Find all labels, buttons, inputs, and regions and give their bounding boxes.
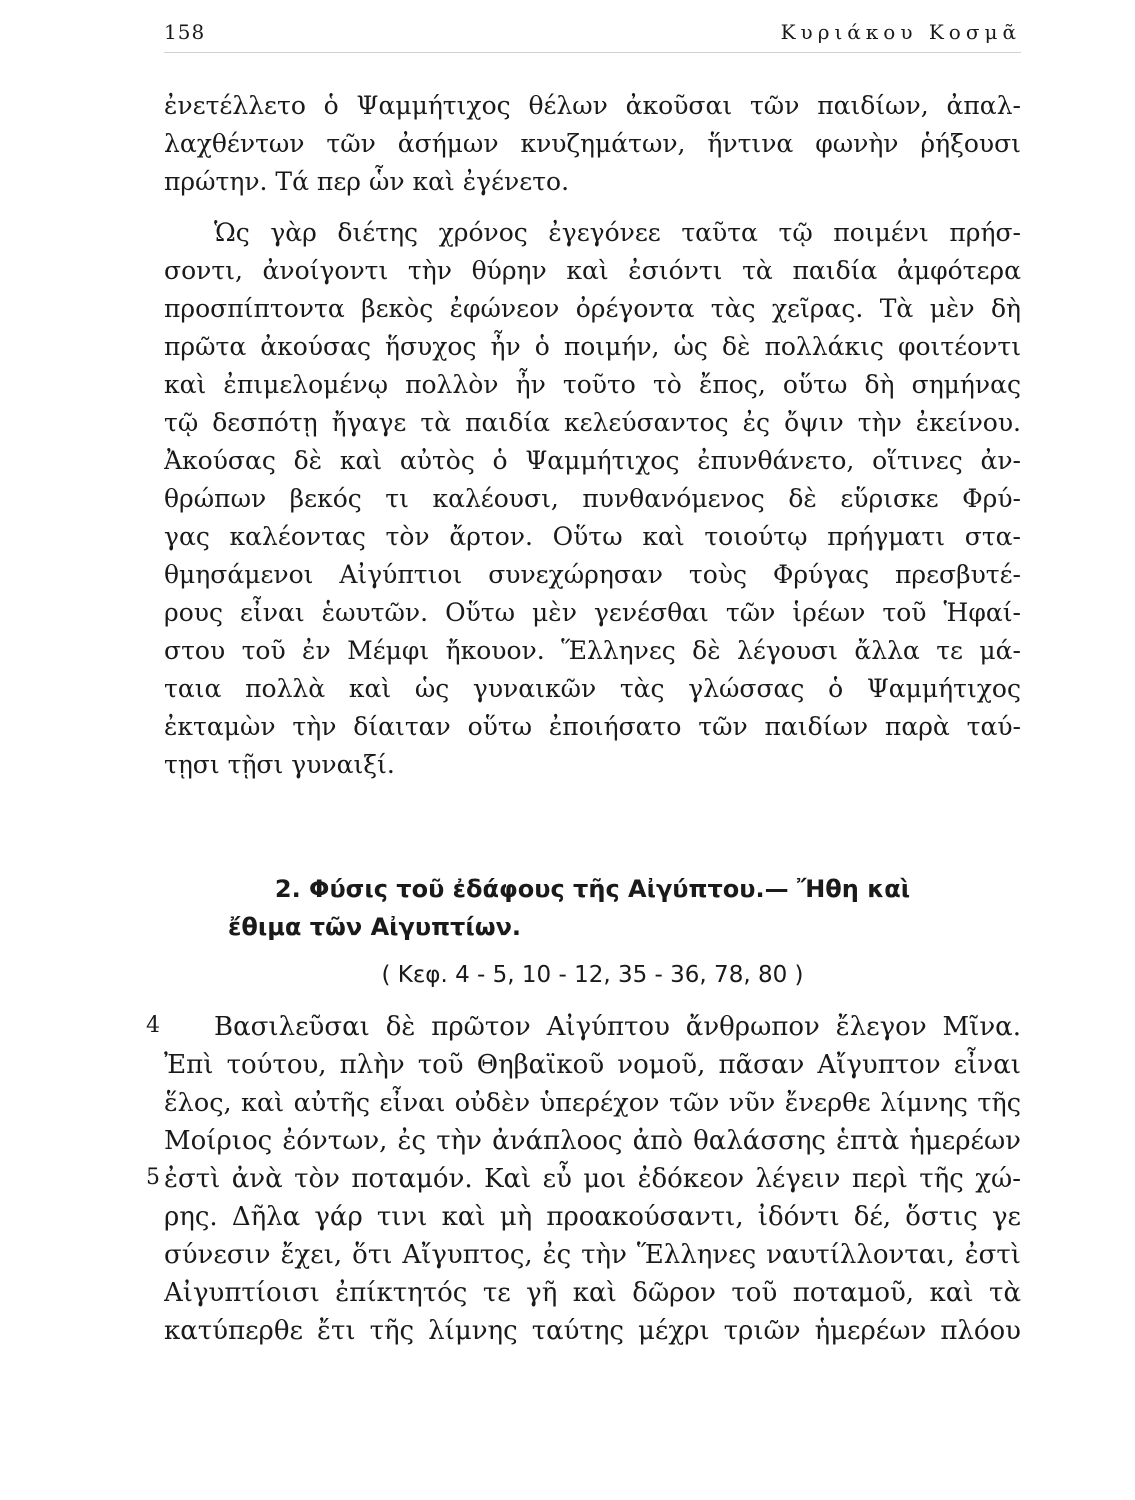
- text-line: πρώτην. Τά περ ὧν καὶ ἐγένετο.: [164, 167, 570, 196]
- text-line: σοντι, ἀνοίγοντι τὴν θύρην καὶ ἐσιόντι τὰ παιδία ἀμφότερα: [164, 256, 1021, 285]
- text-line: σύνεσιν ἔχει, ὅτι Αἴγυπτος, ἐς τὴν Ἕλληνες ναυτίλλονται, ἐστὶ: [164, 1240, 1021, 1270]
- text-line: ἐκταμὼν τὴν δίαιταν οὕτω ἐποιήσατο τῶν παιδίων παρὰ ταύ-: [164, 712, 1021, 741]
- text-line: πρῶτα ἀκούσας ἥσυχος ἦν ὁ ποιμήν, ὡς δὲ πολλάκις φοιτέοντι: [164, 332, 1021, 361]
- text-line: θμησάμενοι Αἰγύπτιοι συνεχώρησαν τοὺς Φρύγας πρεσβυτέ-: [164, 560, 1021, 589]
- page-number: 158: [164, 20, 206, 44]
- text-line: τῷ δεσπότῃ ἤγαγε τὰ παιδία κελεύσαντος ἐς ὄψιν τὴν ἐκείνου.: [164, 408, 1021, 437]
- text-line: Ἐπὶ τούτου, πλὴν τοῦ Θηβαϊκοῦ νομοῦ, πᾶσαν Αἴγυπτον εἶναι: [164, 1050, 1021, 1080]
- text-line: ρης. Δῆλα γάρ τινι καὶ μὴ προακούσαντι, ἰδόντι δέ, ὅστις γε: [164, 1202, 1021, 1232]
- text-line: ρους εἶναι ἑωυτῶν. Οὕτω μὲν γενέσθαι τῶν ἱρέων τοῦ Ἡφαί-: [164, 598, 1021, 627]
- text-line: θρώπων βεκός τι καλέουσι, πυνθανόμενος δὲ εὕρισκε Φρύ-: [164, 484, 1021, 513]
- page-header: [164, 20, 1021, 52]
- text-line: προσπίπτοντα βεκὸς ἐφώνεον ὀρέγοντα τὰς χεῖρας. Τὰ μὲν δὴ: [164, 294, 1021, 323]
- text-line: Μοίριος ἐόντων, ἐς τὴν ἀνάπλοος ἀπὸ θαλάσσης ἑπτὰ ἡμερέων: [164, 1126, 1021, 1156]
- text-line: λαχθέντων τῶν ἀσήμων κνυζημάτων, ἥντινα φωνὴν ῥήξουσι: [164, 129, 1021, 158]
- text-line: ταια πολλὰ καὶ ὡς γυναικῶν τὰς γλώσσας ὁ Ψαμμήτιχος: [164, 674, 1021, 703]
- text-line: τῃσι τῇσι γυναιξί.: [164, 750, 395, 779]
- chapter-number-4: 4: [146, 1013, 160, 1038]
- text-line: ἐστὶ ἀνὰ τὸν ποταμόν. Καὶ εὖ μοι ἐδόκεον λέγειν περὶ τῆς χώ-: [164, 1164, 1021, 1194]
- section-heading-line-1: 2. Φύσις τοῦ ἐδάφους τῆς Αἰγύπτου.— Ἤθη καὶ: [274, 875, 911, 903]
- text-line: Αἰγυπτίοισι ἐπίκτητός τε γῆ καὶ δῶρον τοῦ ποταμοῦ, καὶ τὰ: [164, 1278, 1021, 1308]
- header-rule: [164, 52, 1021, 53]
- text-line: Ὡς γὰρ διέτης χρόνος ἐγεγόνεε ταῦτα τῷ ποιμένι πρήσ-: [214, 218, 1021, 247]
- section-heading-line-2: ἔθιμα τῶν Αἰγυπτίων.: [228, 913, 522, 941]
- chapter-number-5: 5: [146, 1165, 160, 1190]
- text-line: Βασιλεῦσαι δὲ πρῶτον Αἰγύπτου ἄνθρωπον ἔλεγον Μῖνα.: [214, 1012, 1021, 1042]
- chapter-reference: ( Κεφ. 4 - 5, 10 - 12, 35 - 36, 78, 80 ): [381, 962, 804, 988]
- running-title: Κυριάκου Κοσμᾶ: [780, 20, 1021, 44]
- text-line: Ἀκούσας δὲ καὶ αὐτὸς ὁ Ψαμμήτιχος ἐπυνθάνετο, οἵτινες ἀν-: [164, 446, 1021, 475]
- text-line: γας καλέοντας τὸν ἄρτον. Οὕτω καὶ τοιούτῳ πρήγματι στα-: [164, 522, 1021, 551]
- text-line: στου τοῦ ἐν Μέμφι ἤκουον. Ἕλληνες δὲ λέγουσι ἄλλα τε μά-: [164, 636, 1021, 665]
- text-line: κατύπερθε ἔτι τῆς λίμνης ταύτης μέχρι τριῶν ἡμερέων πλόου: [164, 1316, 1021, 1346]
- text-line: ἕλος, καὶ αὐτῆς εἶναι οὐδὲν ὑπερέχον τῶν νῦν ἔνερθε λίμνης τῆς: [164, 1088, 1021, 1118]
- text-line: ἐνετέλλετο ὁ Ψαμμήτιχος θέλων ἀκοῦσαι τῶν παιδίων, ἀπαλ-: [164, 91, 1021, 120]
- text-line: καὶ ἐπιμελομένῳ πολλὸν ἦν τοῦτο τὸ ἔπος, οὕτω δὴ σημήνας: [164, 370, 1021, 399]
